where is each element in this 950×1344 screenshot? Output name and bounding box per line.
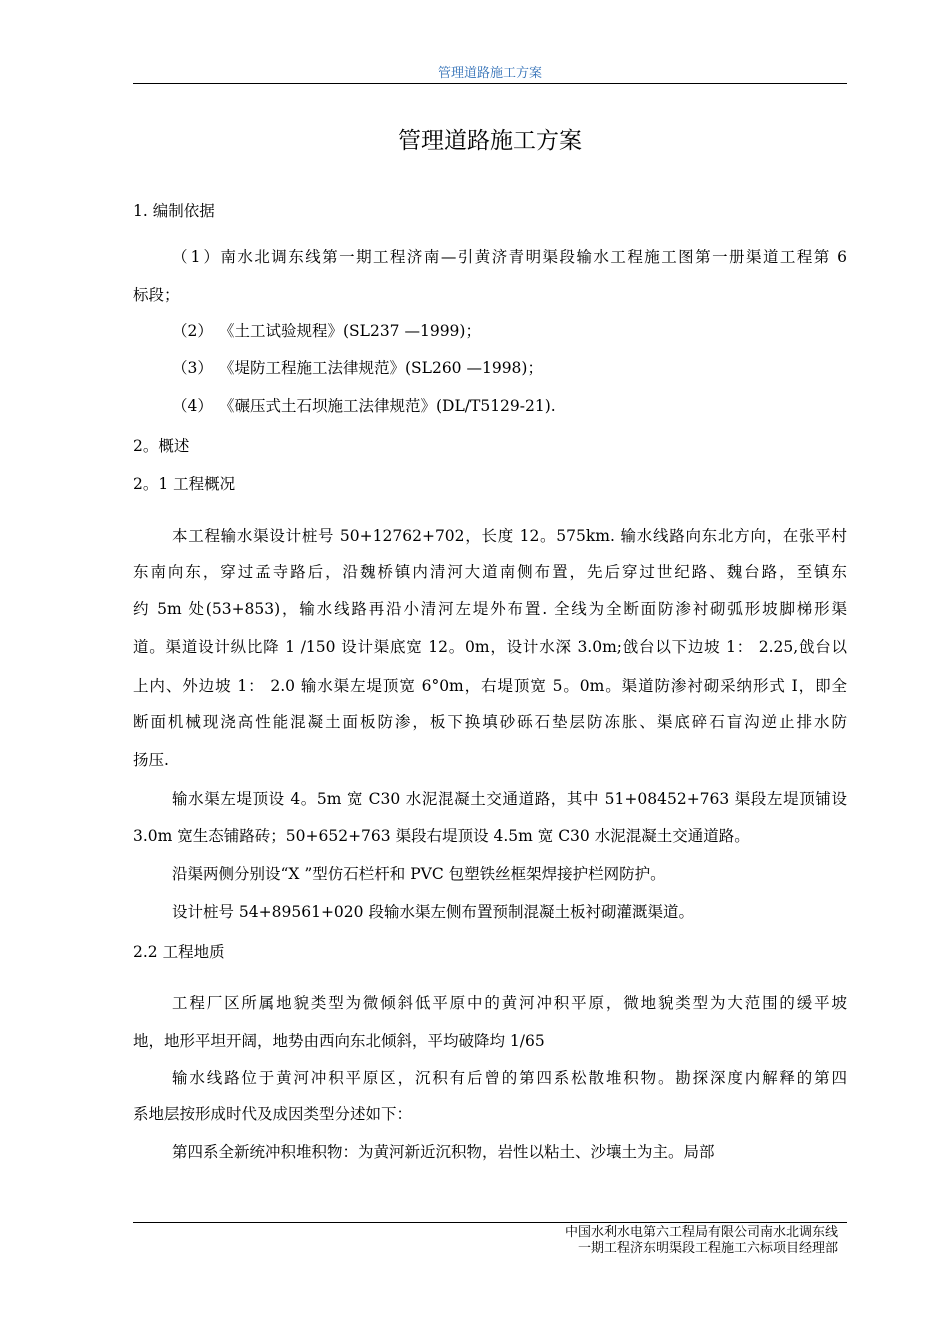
reference-item-4: [133, 396, 847, 416]
paragraph-line: 工程厂区所属地貌类型为微倾斜低平原中的黄河冲积平原，微地貌类型为大范围的缓平坡: [172, 994, 847, 1012]
page-header: [133, 66, 847, 84]
section-heading-2: 2。概述: [133, 437, 190, 455]
paragraph-line: 断面机械现浇高性能混凝土面板防渗，板下换填砂砾石垫层防冻胀、渠底碎石盲沟逆止排水防: [133, 713, 847, 731]
reference-number: （2）: [172, 322, 213, 340]
section-heading-2-2: 2.2 工程地质: [133, 943, 225, 961]
reference-item-1: [133, 247, 847, 267]
reference-number: （1）: [172, 248, 219, 266]
section-heading-1: 1. 编制依据: [133, 202, 215, 220]
header-title: 管理道路施工方案: [437, 66, 542, 81]
paragraph-line: 输水线路位于黄河冲积平原区，沉积有后曾的第四系松散堆积物。勘探深度内解释的第四: [172, 1069, 847, 1087]
reference-number: （4）: [172, 397, 213, 415]
reference-text: 《堤防工程施工法律规范》(SL260 —1998)；: [219, 359, 543, 377]
paragraph-line: 输水渠左堤顶设 4。5m 宽 C30 水泥混凝土交通道路，其中 51+08452+763 渠段左堤顶铺设: [172, 790, 847, 808]
reference-text: 《土工试验规程》(SL237 —1999)；: [219, 322, 481, 340]
reference-item-3: [133, 358, 847, 378]
footer-divider: [133, 1222, 847, 1223]
paragraph-line: 道。渠道设计纵比降 1 /150 设计渠底宽 12。0m，设计水深 3.0m;戗台以下边坡 1： 2.25,戗台以: [133, 638, 847, 656]
page-footer: [133, 1225, 838, 1257]
section-heading-2-1: 2。1 工程概况: [133, 475, 236, 493]
reference-number: （3）: [172, 359, 213, 377]
paragraph-line: 3.0m 宽生态铺路砖；50+652+763 渠段右堤顶设 4.5m 宽 C30 水泥混凝土交通道路。: [133, 827, 750, 845]
footer-line-1: 中国水利水电第六工程局有限公司南水北调东线: [564, 1225, 838, 1240]
paragraph-line: 沿渠两侧分别设“X ”型仿石栏杆和 PVC 包塑铁丝框架焊接护栏网防护。: [172, 865, 666, 883]
reference-item-2: [133, 321, 847, 341]
paragraph-line: 东南向东，穿过孟寺路后，沿魏桥镇内清河大道南侧布置，先后穿过世纪路、魏台路，至镇东: [133, 563, 847, 581]
paragraph-line: 系地层按形成时代及成因类型分述如下：: [133, 1105, 413, 1123]
paragraph-line: 约 5m 处(53+853)，输水线路再沿小清河左堤外布置. 全线为全断面防渗衬砌弧形坡脚梯形渠: [133, 600, 847, 618]
reference-text: 南水北调东线第一期工程济南—引黄济青明渠段输水工程施工图第一册渠道工程第 6: [219, 248, 847, 266]
reference-text: 《碾压式土石坝施工法律规范》(DL/T5129-21).: [219, 397, 556, 415]
reference-item-1-cont: 标段；: [133, 286, 180, 304]
document-title: 管理道路施工方案: [398, 128, 582, 154]
paragraph-line: 设计桩号 54+89561+020 段输水渠左侧布置预制混凝土板衬砌灌溉渠道。: [172, 903, 694, 921]
paragraph-line: 上内、外边坡 1： 2.0 输水渠左堤顶宽 6°0m，右堤顶宽 5。0m。渠道防渗衬砌采纳形式 I，即全: [133, 677, 847, 695]
footer-line-2: 一期工程济东明渠段工程施工六标项目经理部: [577, 1241, 838, 1256]
paragraph-line: 地，地形平坦开阔，地势由西向东北倾斜，平均破降均 1/65: [133, 1032, 545, 1050]
paragraph-line: 本工程输水渠设计桩号 50+12762+702，长度 12。575km. 输水线路向东北方向，在张平村: [172, 527, 847, 545]
paragraph-line: 扬压.: [133, 751, 169, 769]
paragraph-line: 第四系全新统冲积堆积物：为黄河新近沉积物，岩性以粘土、沙壤土为主。局部: [172, 1143, 715, 1161]
